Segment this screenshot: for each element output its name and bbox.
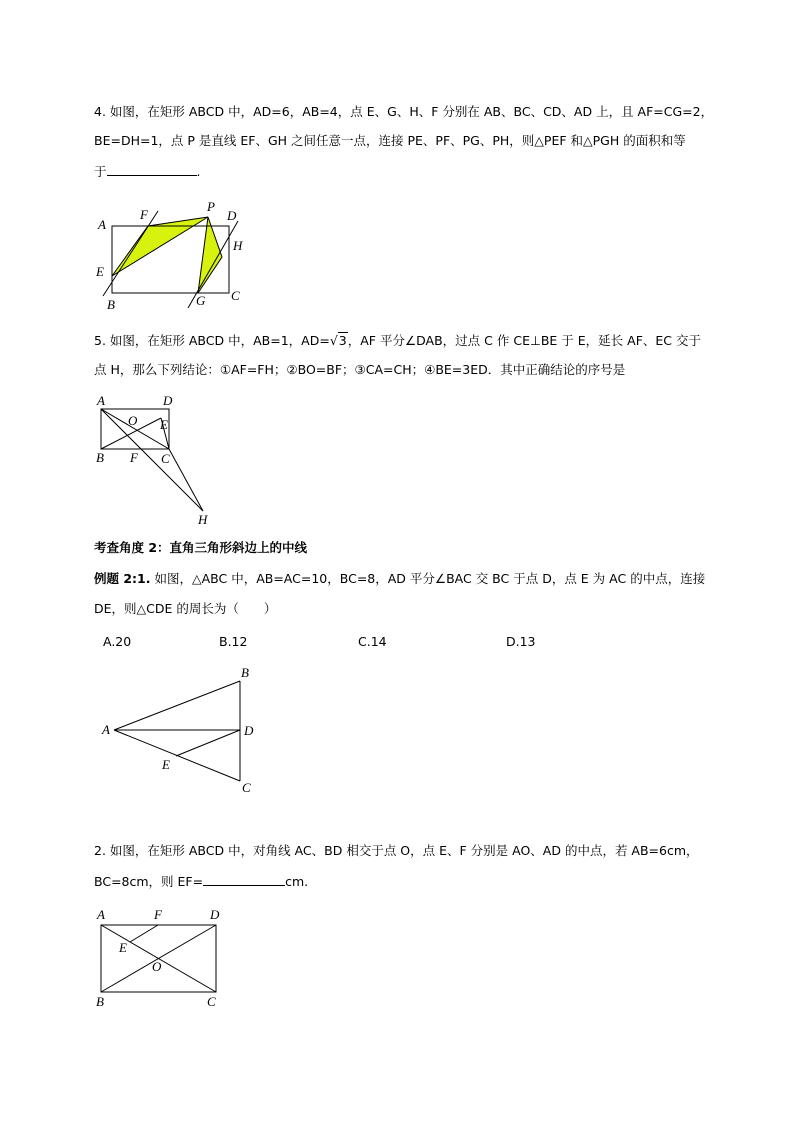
ex2-answer-blank[interactable] [203, 873, 285, 886]
q5-sqrt-value: 3 [338, 333, 347, 348]
q5-label-a: A [97, 393, 105, 408]
q5-label-h: H [198, 512, 208, 527]
ex1-label-b: B [241, 665, 249, 680]
ex1-option-c[interactable]: C.14 [358, 634, 387, 649]
ex1-option-a[interactable]: A.20 [103, 634, 132, 649]
q4-text-line3-post: . [196, 164, 201, 179]
ex2-label-f: F [154, 907, 162, 922]
ex2-text-line2-pre: BC=8cm，则 EF= [94, 874, 204, 889]
ex1-text-line2: DE，则△CDE 的周长为（ ） [94, 601, 277, 616]
ex1-label-a: A [102, 722, 110, 737]
q4-label-p: P [207, 199, 215, 214]
q4-label-f: F [140, 207, 148, 222]
section-heading: 考查角度 2：直角三角形斜边上的中线 [94, 540, 308, 555]
q5-line-ch [169, 449, 203, 511]
ex2-label-b: B [96, 994, 104, 1009]
q4-label-h: H [233, 238, 243, 253]
ex1-label-c: C [242, 780, 251, 795]
ex1-option-d[interactable]: D.13 [506, 634, 536, 649]
q4-line-ef [103, 211, 158, 296]
ex2-text-line1: 2. 如图，在矩形 ABCD 中，对角线 AC、BD 相交于点 O，点 E、F 分别是 AO、AD 的中点，若 AB=6cm， [94, 843, 699, 858]
ex2-label-a: A [97, 907, 105, 922]
ex2-label-c: C [207, 994, 216, 1009]
ex1-segment-de [176, 730, 240, 756]
q4-label-c: C [231, 288, 240, 303]
ex1-text-line1 [94, 571, 705, 587]
q5-label-c: C [161, 451, 170, 466]
q5-label-e: E [160, 417, 168, 432]
q5-label-d: D [163, 393, 173, 408]
q4-text-line3-pre: 于 [94, 164, 107, 179]
q4-label-a: A [98, 217, 106, 232]
q4-label-e: E [96, 264, 104, 279]
ex1-prefix: 例题 2:1. [94, 571, 151, 586]
q5-text-line1-post: ，AF 平分∠DAB，过点 C 作 CE⊥BE 于 E，延长 AF、EC 交于 [347, 333, 701, 348]
ex1-option-b[interactable]: B.12 [219, 634, 248, 649]
q5-text-line1-pre: 5. 如图，在矩形 ABCD 中，AB=1，AD= [94, 333, 330, 348]
q5-label-f: F [130, 450, 138, 465]
ex2-segment-ef [130, 925, 158, 942]
q5-text-line2: 点 H，那么下列结论：①AF=FH；②BO=BF；③CA=CH；④BE=3ED．其中正确结论的序号是 [94, 362, 626, 377]
q4-text-line2: BE=DH=1，点 P 是直线 EF、GH 之间任意一点，连接 PE、PF、PG、PH，则△PEF 和△PGH 的面积和等 [94, 133, 686, 148]
q4-label-g: G [196, 293, 206, 308]
q4-label-b: B [107, 297, 115, 312]
q4-label-d: D [227, 208, 237, 223]
ex1-side-ab [114, 681, 240, 730]
q5-sqrt-symbol: √ [329, 333, 338, 348]
q5-label-o: O [128, 413, 138, 428]
q4-text-line1: 4. 如图，在矩形 ABCD 中，AD=6，AB=4，点 E、G、H、F 分别在 AB、BC、CD、AD 上，且 AF=CG=2， [94, 104, 714, 119]
ex2-label-e: E [119, 940, 127, 955]
ex2-label-d: D [210, 907, 220, 922]
ex2-text-line2-post: cm. [285, 874, 309, 889]
ex2-text-line2 [94, 873, 308, 890]
ex2-label-o: O [152, 959, 162, 974]
ex1-text-line1-body: 如图，△ABC 中，AB=AC=10，BC=8，AD 平分∠BAC 交 BC 于点 D，点 E 为 AC 的中点，连接 [150, 571, 706, 586]
q5-line-ah [101, 409, 203, 511]
q5-label-b: B [96, 450, 104, 465]
ex1-label-e: E [162, 757, 170, 772]
q5-text-line1 [94, 333, 701, 349]
q5-sqrt [330, 333, 348, 349]
ex1-label-d: D [244, 723, 254, 738]
